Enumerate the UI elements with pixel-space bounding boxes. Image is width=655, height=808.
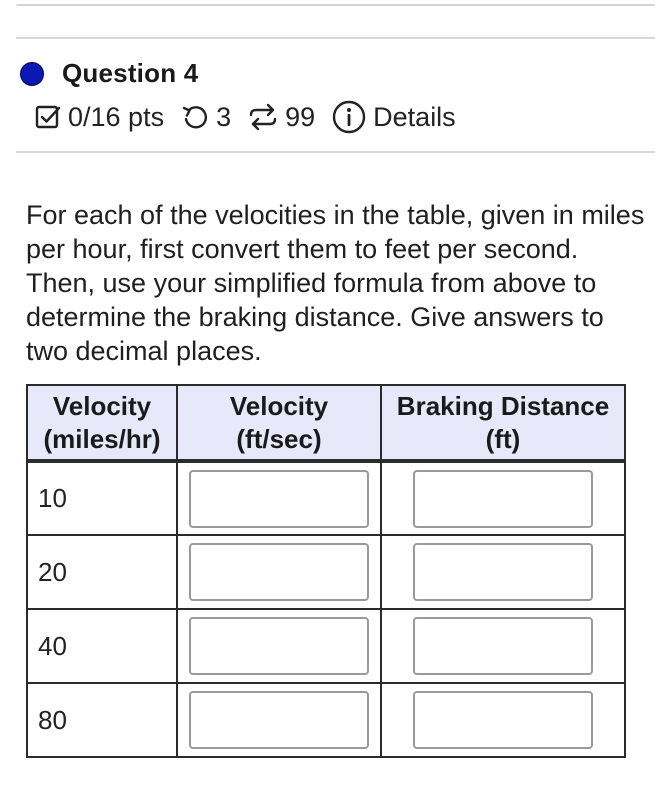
divider-bottom [16, 151, 655, 153]
distance-input[interactable] [413, 691, 593, 749]
ftsec-input[interactable] [189, 470, 369, 528]
divider-top [16, 37, 655, 39]
velocity-mph-cell: 10 [27, 461, 177, 535]
distance-cell [381, 609, 625, 683]
header-line: Braking Distance [396, 390, 610, 421]
info-icon[interactable] [331, 99, 367, 135]
header-line: Velocity [52, 390, 152, 421]
header-velocity-ftsec [177, 385, 381, 461]
distance-input[interactable] [413, 543, 593, 601]
retry-icon [180, 102, 210, 132]
points-text: 0/16 pts [68, 101, 165, 132]
ftsec-cell [177, 535, 381, 609]
top-border [16, 4, 655, 6]
answer-table [26, 384, 626, 758]
details-link[interactable]: Details [373, 101, 456, 132]
table-row [27, 609, 625, 683]
header-braking-distance [381, 385, 625, 461]
ftsec-cell [177, 683, 381, 757]
ftsec-cell [177, 461, 381, 535]
distance-cell [381, 461, 625, 535]
distance-input[interactable] [413, 617, 593, 675]
header-line: (ft) [485, 423, 521, 454]
velocity-mph-cell: 40 [27, 609, 177, 683]
header-line: (miles/hr) [43, 423, 161, 454]
velocity-mph-cell: 80 [27, 683, 177, 757]
checkbox-icon [34, 103, 62, 131]
header-line: (ft/sec) [236, 423, 322, 454]
question-title: Question 4 [62, 58, 199, 88]
velocity-mph-cell: 20 [27, 535, 177, 609]
header-velocity-mph [27, 385, 177, 461]
distance-cell [381, 683, 625, 757]
question-meta [34, 98, 456, 136]
attempts-count: 99 [285, 101, 316, 132]
table-row [27, 535, 625, 609]
ftsec-input[interactable] [189, 691, 369, 749]
ftsec-input[interactable] [189, 543, 369, 601]
header-line: Velocity [229, 390, 329, 421]
distance-input[interactable] [413, 470, 593, 528]
distance-cell [381, 535, 625, 609]
retries-count: 3 [216, 101, 232, 132]
table-header-row [27, 385, 625, 461]
status-dot-icon [20, 62, 44, 86]
question-header [20, 58, 198, 89]
question-prompt: For each of the velocities in the table, given in miles per hour, first convert them to feet per second. Then, use your simplified formula from above to determine the braking distance. Give answers to two decimal places. [26, 200, 645, 366]
table-row [27, 461, 625, 535]
ftsec-input[interactable] [189, 617, 369, 675]
attempts-icon [247, 101, 279, 133]
ftsec-cell [177, 609, 381, 683]
table-row [27, 683, 625, 757]
